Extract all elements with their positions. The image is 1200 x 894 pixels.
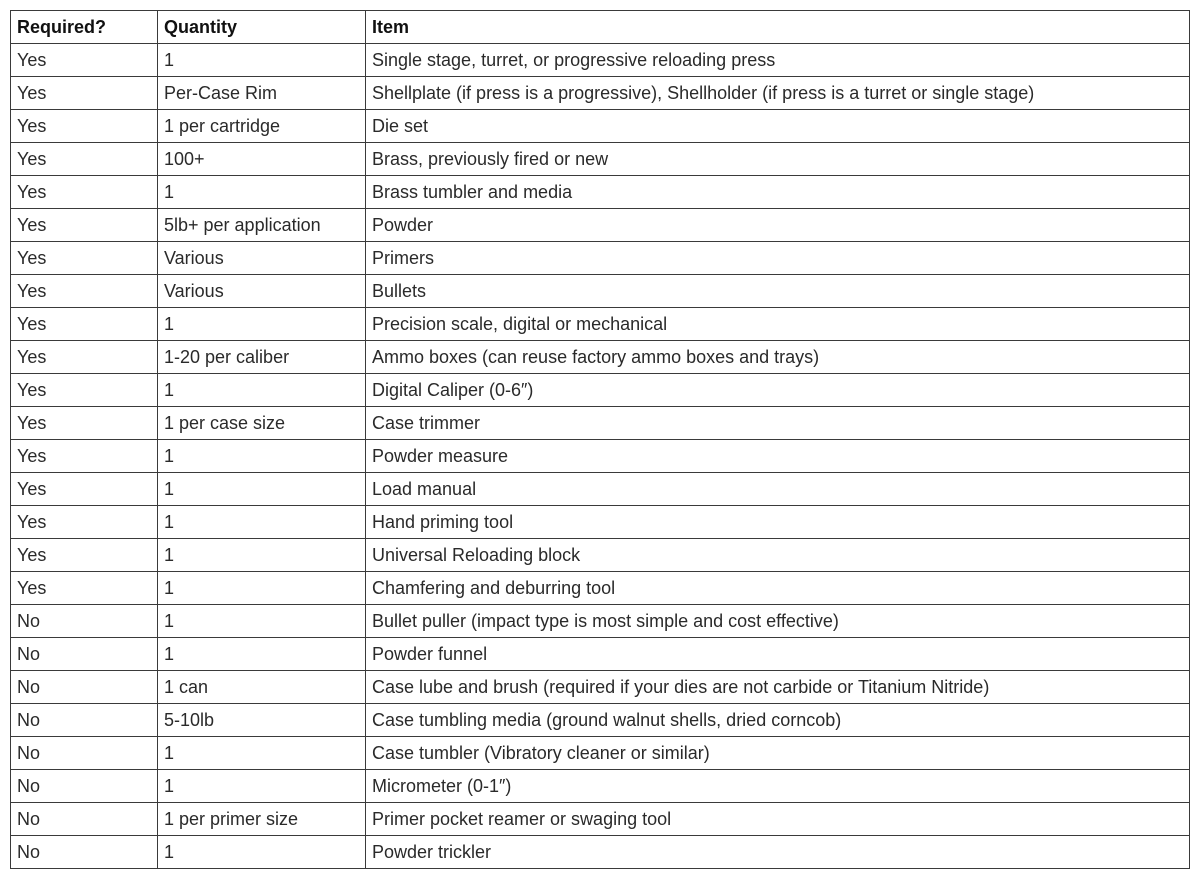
cell-quantity: 1-20 per caliber: [158, 341, 366, 374]
cell-required: No: [11, 803, 158, 836]
cell-required: Yes: [11, 77, 158, 110]
table-row: [11, 506, 1190, 539]
cell-required: No: [11, 737, 158, 770]
cell-required: Yes: [11, 308, 158, 341]
cell-item: Powder funnel: [366, 638, 1190, 671]
cell-required: Yes: [11, 209, 158, 242]
cell-quantity: 1: [158, 308, 366, 341]
cell-quantity: 1: [158, 176, 366, 209]
table-row: [11, 143, 1190, 176]
cell-required: Yes: [11, 374, 158, 407]
header-row: [11, 11, 1190, 44]
table-row: [11, 737, 1190, 770]
table-row: [11, 473, 1190, 506]
table-row: [11, 638, 1190, 671]
table-row: [11, 704, 1190, 737]
cell-required: Yes: [11, 440, 158, 473]
table-row: [11, 770, 1190, 803]
cell-item: Precision scale, digital or mechanical: [366, 308, 1190, 341]
cell-item: Chamfering and deburring tool: [366, 572, 1190, 605]
table-row: [11, 539, 1190, 572]
cell-item: Case lube and brush (required if your dies are not carbide or Titanium Nitride): [366, 671, 1190, 704]
cell-quantity: 1: [158, 737, 366, 770]
cell-required: Yes: [11, 473, 158, 506]
table-row: [11, 836, 1190, 869]
cell-item: Primer pocket reamer or swaging tool: [366, 803, 1190, 836]
cell-quantity: 1: [158, 440, 366, 473]
cell-required: No: [11, 836, 158, 869]
cell-quantity: 1: [158, 539, 366, 572]
cell-item: Ammo boxes (can reuse factory ammo boxes and trays): [366, 341, 1190, 374]
cell-item: Brass tumbler and media: [366, 176, 1190, 209]
cell-quantity: 5lb+ per application: [158, 209, 366, 242]
cell-item: Case tumbling media (ground walnut shells, dried corncob): [366, 704, 1190, 737]
cell-quantity: Various: [158, 242, 366, 275]
cell-item: Case trimmer: [366, 407, 1190, 440]
header-quantity: Quantity: [158, 11, 366, 44]
cell-quantity: 1: [158, 638, 366, 671]
table-row: [11, 803, 1190, 836]
cell-quantity: 1: [158, 572, 366, 605]
table-row: [11, 341, 1190, 374]
cell-required: Yes: [11, 44, 158, 77]
cell-required: Yes: [11, 341, 158, 374]
table-header: [11, 11, 1190, 44]
cell-quantity: 1 per cartridge: [158, 110, 366, 143]
table-body: [11, 44, 1190, 869]
cell-quantity: Per-Case Rim: [158, 77, 366, 110]
cell-item: Powder trickler: [366, 836, 1190, 869]
cell-quantity: 1 can: [158, 671, 366, 704]
cell-item: Shellplate (if press is a progressive), Shellholder (if press is a turret or single stage): [366, 77, 1190, 110]
cell-required: Yes: [11, 572, 158, 605]
cell-quantity: 5-10lb: [158, 704, 366, 737]
cell-item: Primers: [366, 242, 1190, 275]
reloading-equipment-table: [10, 10, 1190, 869]
table-row: [11, 275, 1190, 308]
cell-quantity: 1 per case size: [158, 407, 366, 440]
cell-item: Micrometer (0-1″): [366, 770, 1190, 803]
table-row: [11, 407, 1190, 440]
table-row: [11, 605, 1190, 638]
cell-item: Powder: [366, 209, 1190, 242]
table-row: [11, 572, 1190, 605]
table-row: [11, 242, 1190, 275]
cell-required: No: [11, 671, 158, 704]
cell-quantity: 1: [158, 836, 366, 869]
cell-required: Yes: [11, 110, 158, 143]
table-row: [11, 440, 1190, 473]
table-row: [11, 671, 1190, 704]
cell-item: Case tumbler (Vibratory cleaner or similar): [366, 737, 1190, 770]
header-required: Required?: [11, 11, 158, 44]
cell-quantity: 1: [158, 506, 366, 539]
cell-quantity: 1: [158, 374, 366, 407]
cell-quantity: 1: [158, 605, 366, 638]
cell-quantity: Various: [158, 275, 366, 308]
cell-item: Load manual: [366, 473, 1190, 506]
cell-item: Powder measure: [366, 440, 1190, 473]
table-row: [11, 209, 1190, 242]
table-row: [11, 110, 1190, 143]
cell-required: No: [11, 704, 158, 737]
cell-item: Single stage, turret, or progressive reloading press: [366, 44, 1190, 77]
cell-item: Universal Reloading block: [366, 539, 1190, 572]
cell-quantity: 1: [158, 44, 366, 77]
cell-item: Brass, previously fired or new: [366, 143, 1190, 176]
table-row: [11, 308, 1190, 341]
cell-quantity: 1: [158, 473, 366, 506]
cell-quantity: 1: [158, 770, 366, 803]
cell-required: Yes: [11, 506, 158, 539]
cell-item: Die set: [366, 110, 1190, 143]
cell-required: No: [11, 770, 158, 803]
cell-quantity: 100+: [158, 143, 366, 176]
cell-item: Hand priming tool: [366, 506, 1190, 539]
cell-required: Yes: [11, 143, 158, 176]
cell-required: Yes: [11, 275, 158, 308]
cell-required: No: [11, 605, 158, 638]
cell-item: Bullets: [366, 275, 1190, 308]
table-row: [11, 176, 1190, 209]
cell-quantity: 1 per primer size: [158, 803, 366, 836]
cell-item: Bullet puller (impact type is most simple and cost effective): [366, 605, 1190, 638]
cell-required: Yes: [11, 242, 158, 275]
cell-required: Yes: [11, 539, 158, 572]
cell-required: Yes: [11, 176, 158, 209]
cell-item: Digital Caliper (0-6″): [366, 374, 1190, 407]
table-row: [11, 44, 1190, 77]
cell-required: Yes: [11, 407, 158, 440]
table-row: [11, 374, 1190, 407]
header-item: Item: [366, 11, 1190, 44]
table-row: [11, 77, 1190, 110]
cell-required: No: [11, 638, 158, 671]
